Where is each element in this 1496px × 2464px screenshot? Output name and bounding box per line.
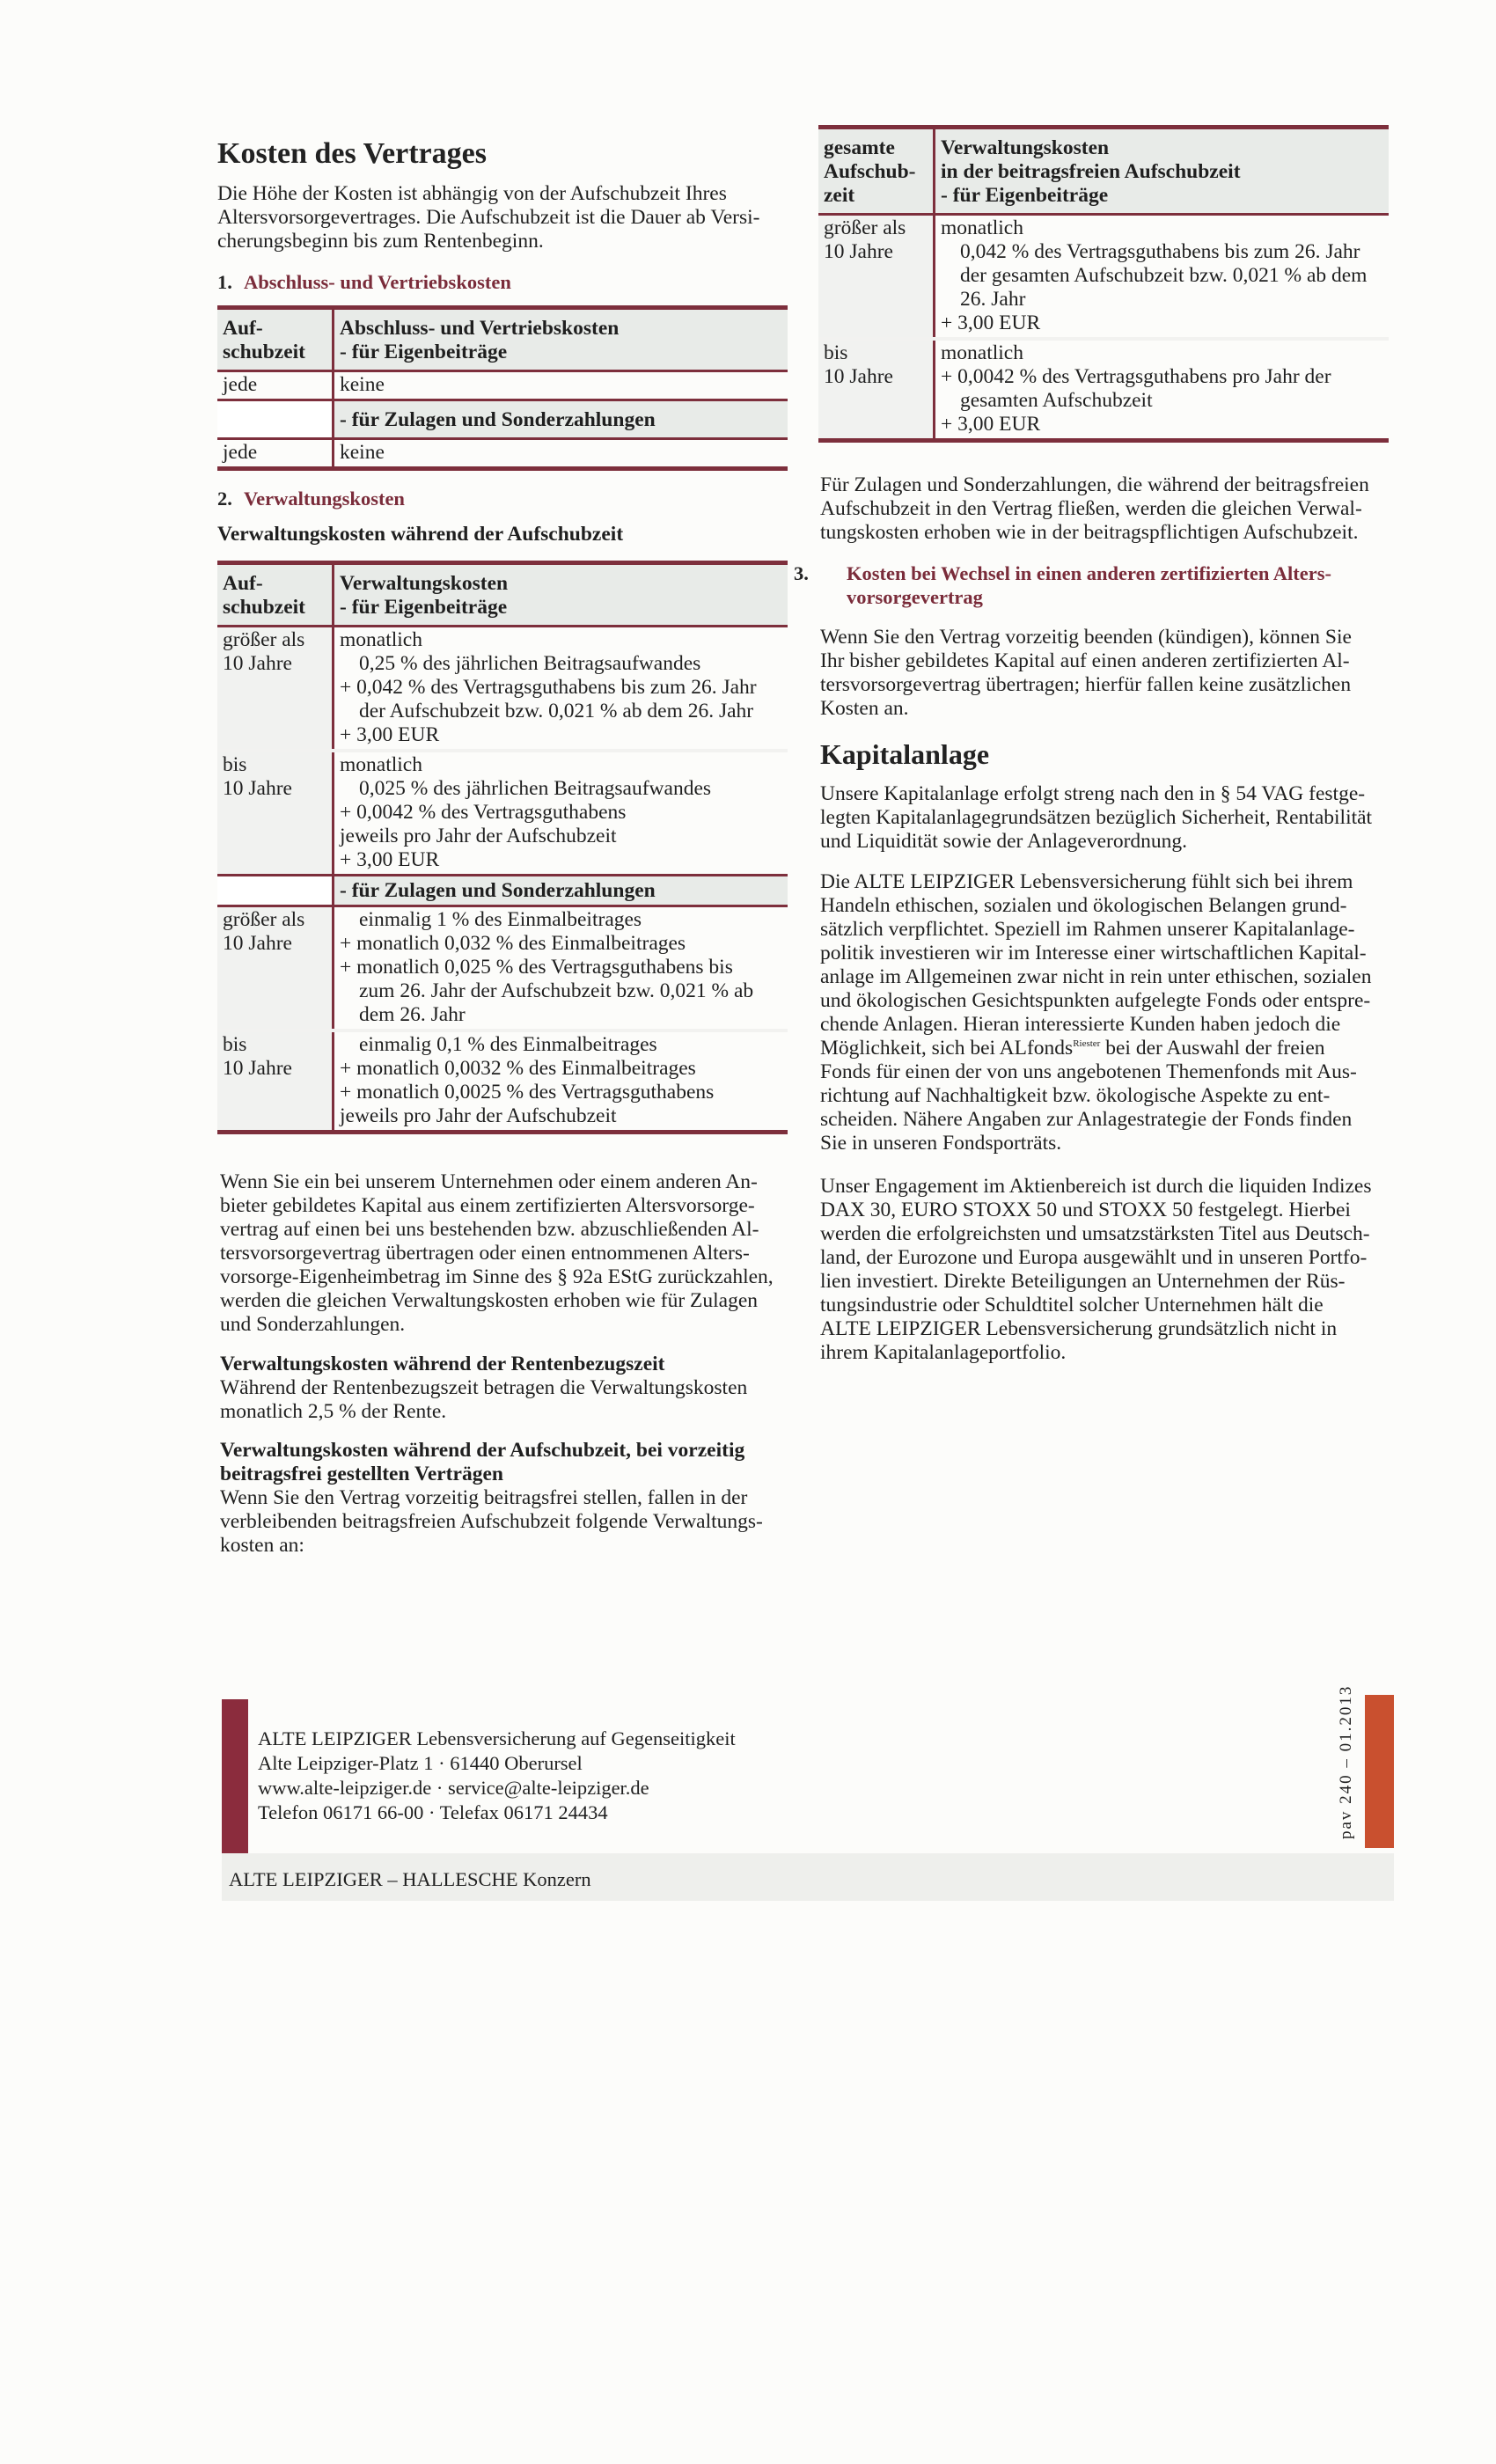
cost-line: monatlich: [941, 216, 1023, 239]
header-abschlusskosten: Abschluss- und Vertriebskosten - für Eigenbeiträge: [334, 308, 788, 371]
cell-aufschubzeit: größer als 10 Jahre: [217, 906, 334, 1031]
cell-kosten: [935, 215, 1390, 340]
cost-line: 0,025 % des jährlichen Beitragsaufwandes: [359, 777, 712, 800]
company-phone: Telefon 06171 66-00 · Telefax 06171 24434: [258, 1801, 608, 1823]
table-beitragsfrei-kosten: [818, 125, 1389, 443]
cell-kosten: [334, 906, 788, 1031]
cell-aufschubzeit: bis 10 Jahre: [818, 339, 935, 441]
cost-line: + 0,042 % des Vertragsguthabens bis zum 26. Jahr: [340, 676, 757, 699]
cost-line: + 3,00 EUR: [340, 723, 440, 746]
cost-line: + monatlich 0,025 % des Vertragsguthabens bis: [340, 956, 733, 979]
kapitalanlage-paragraph-3: Unser Engagement im Aktienbereich ist durch die liquiden Indizes DAX 30, EURO STOXX 50 und STOXX 50 festgelegt. Hierbei werden die erfolgreichsten und umsatzstärksten Titel aus Deutsch- land, der Eurozone und Europa ausgewählt und in unseren Portfo- lien investiert. Direkte Beteiligungen an Unternehmen der Rüs- tungsindustrie oder Schuldtitel solcher Unternehmen hält die ALTE LEIPZIGER Lebensversicherung grundsätzlich nicht in ihrem Kapitalanlageportfolio.: [820, 1175, 1372, 1364]
section-2-title: Verwaltungskosten: [244, 488, 405, 510]
kapitalanlage-paragraph-1: Unsere Kapitalanlage erfolgt streng nach den in § 54 VAG festge- legten Kapitalanlagegrundsätzen bezüglich Sicherheit, Rentabilität und Liquidität sowie der Anlageverordnung.: [820, 782, 1373, 853]
paragraph-text: bei der Auswahl der freien Fonds für einen der von uns angebotenen Themenfonds mit Aus- richtung auf Nachhaltigkeit bzw. ökologische Aspekte zu ent- scheiden. Nähere Angaben zur Anlagestrategie der Fonds finden Sie in unseren Fondsporträts.: [820, 1037, 1357, 1155]
section-3-heading: [794, 561, 1427, 609]
cell-kosten: [334, 1030, 788, 1133]
section-1-title: Abschluss- und Vertriebskosten: [244, 271, 511, 293]
section-1-number: 1.: [217, 271, 232, 293]
cost-line: + 3,00 EUR: [941, 413, 1041, 436]
cell-kosten: [935, 339, 1390, 441]
cell-aufschubzeit: größer als 10 Jahre: [217, 627, 334, 752]
cost-line: + 3,00 EUR: [340, 848, 440, 871]
company-name: ALTE LEIPZIGER Lebensversicherung auf Gegenseitigkeit: [258, 1727, 736, 1749]
company-address: Alte Leipziger-Platz 1 · 61440 Oberursel: [258, 1752, 583, 1774]
subheader-zulagen: - für Zulagen und Sonderzahlungen: [334, 876, 788, 906]
header-gesamte-aufschubzeit: gesamte Aufschub- zeit: [818, 128, 935, 215]
cost-line: jeweils pro Jahr der Aufschubzeit: [340, 825, 617, 847]
cell-kosten: [334, 627, 788, 752]
cost-line: jeweils pro Jahr der Aufschubzeit: [340, 1104, 617, 1127]
page-title: Kosten des Vertrages: [217, 137, 487, 170]
cost-line: einmalig 0,1 % des Einmalbeitrages: [359, 1033, 657, 1056]
table-abschluss-kosten: [217, 305, 788, 471]
beitragsfrei-heading: Verwaltungskosten während der Aufschubzeit, bei vorzeitig beitragsfrei gestellten Verträgen: [220, 1439, 745, 1485]
cell-aufschubzeit: bis 10 Jahre: [217, 751, 334, 876]
cost-line: dem 26. Jahr: [359, 1003, 466, 1026]
footer-accent-bar: [222, 1699, 248, 1853]
section-2-number: 2.: [217, 488, 232, 510]
footer-contact: [258, 1727, 736, 1825]
section-2-subheading: Verwaltungskosten während der Aufschubzeit: [217, 523, 624, 546]
cost-line: der Aufschubzeit bzw. 0,021 % ab dem 26. Jahr: [359, 700, 754, 722]
riester-superscript: Riester: [1073, 1038, 1101, 1050]
group-name: ALTE LEIPZIGER – HALLESCHE Konzern: [229, 1868, 591, 1890]
cost-line: gesamten Aufschubzeit: [960, 389, 1153, 412]
zulagen-paragraph: Für Zulagen und Sonderzahlungen, die während der beitragsfreien Aufschubzeit in den Vertrag fließen, werden die gleichen Verwal- tungskosten erhoben wie in der beitragspflichtigen Aufschubzeit.: [820, 473, 1369, 544]
cost-line: + monatlich 0,0032 % des Einmalbeitrages: [340, 1057, 696, 1080]
paragraph-text: Die ALTE LEIPZIGER Lebensversicherung fühlt sich bei ihrem Handeln ethischen, sozialen und ökologischen Belangen grund- sätzlich verpflichtet. Speziell im Rahmen unserer Kapitalanlage- politik investieren wir im Interesse einer wirtschaftlichen Kapital- anlage im Allgemeinen zwar nicht in rein unter ethischen, sozialen und ökologischen Gesichtspunkten aufgelegte Fonds oder entspre- chende Anlagen. Hieran interessierte Kunden haben jedoch die Möglichkeit, sich bei ALfonds: [820, 870, 1372, 1060]
table-verwaltungskosten: [217, 561, 788, 1134]
kapitalanlage-heading: Kapitalanlage: [820, 738, 990, 770]
cost-line: einmalig 1 % des Einmalbeitrages: [359, 908, 642, 931]
cell-aufschubzeit: größer als 10 Jahre: [818, 215, 935, 340]
cost-line: monatlich: [941, 341, 1023, 364]
cell-aufschubzeit: jede: [217, 371, 334, 400]
footer-orange-bar: [1365, 1695, 1394, 1848]
kapitalanlage-paragraph-2: [820, 870, 1401, 1155]
cost-line: zum 26. Jahr der Aufschubzeit bzw. 0,021 % ab: [359, 979, 754, 1002]
rentenbezug-heading: Verwaltungskosten während der Rentenbezugszeit: [220, 1353, 665, 1375]
wechsel-paragraph: Wenn Sie den Vertrag vorzeitig beenden (kündigen), können Sie Ihr bisher gebildetes Kapital auf einen anderen zertifizierten Al- tersvorsorgevertrag übertragen; hierfür fallen keine zusätzlichen Kosten an.: [820, 626, 1352, 720]
cell-aufschubzeit: bis 10 Jahre: [217, 1030, 334, 1133]
cost-line: + monatlich 0,032 % des Einmalbeitrages: [340, 932, 686, 955]
uebertragung-paragraph: Wenn Sie ein bei unserem Unternehmen oder einem anderen An- bieter gebildetes Kapital aus einem zertifizierten Altersvorsorge- vertrag auf einen bei uns bestehenden bzw. abzuschließenden Al- tersvorsorgevertrag übertragen oder einen entnommenen Alters- vorsorge-Eigenheimbetrag im Sinne des § 92a EStG zurückzahlen, werden die gleichen Verwaltungskosten erhoben wie für Zulagen und Sonderzahlungen.: [220, 1170, 774, 1336]
section-2-heading: [217, 487, 405, 510]
header-verwaltungskosten: Verwaltungskosten in der beitragsfreien Aufschubzeit - für Eigenbeiträge: [935, 128, 1390, 215]
cost-line: + 0,0042 % des Vertragsguthabens: [340, 801, 627, 824]
rentenbezug-text: Während der Rentenbezugszeit betragen die Verwaltungskosten monatlich 2,5 % der Rente.: [220, 1376, 748, 1423]
header-aufschubzeit: Auf- schubzeit: [217, 563, 334, 627]
cell-kosten: keine: [334, 439, 788, 469]
company-web-email[interactable]: www.alte-leipziger.de · service@alte-leipziger.de: [258, 1777, 649, 1799]
cost-line: monatlich: [340, 628, 422, 651]
cost-line: + 0,0042 % des Vertragsguthabens pro Jahr der: [941, 365, 1331, 388]
cost-line: 0,25 % des jährlichen Beitragsaufwandes: [359, 652, 701, 675]
cost-line: 0,042 % des Vertragsguthabens bis zum 26. Jahr: [960, 240, 1360, 263]
intro-paragraph: Die Höhe der Kosten ist abhängig von der Aufschubzeit Ihres Altersvorsorgevertrages. Die Aufschubzeit ist die Dauer ab Versi- cherungsbeginn bis zum Rentenbeginn.: [217, 182, 760, 253]
cost-line: monatlich: [340, 753, 422, 776]
cell-aufschubzeit: jede: [217, 439, 334, 469]
section-1-heading: [217, 270, 511, 294]
cost-line: der gesamten Aufschubzeit bzw. 0,021 % ab dem: [960, 264, 1368, 287]
cost-line: + monatlich 0,0025 % des Vertragsguthabens: [340, 1081, 715, 1104]
header-aufschubzeit: Auf- schubzeit: [217, 308, 334, 371]
beitragsfrei-text: Wenn Sie den Vertrag vorzeitig beitragsfrei stellen, fallen in der verbleibenden beitragsfreien Aufschubzeit folgende Verwaltungs- kosten an:: [220, 1486, 763, 1557]
cell-kosten: [334, 751, 788, 876]
section-3-number: 3.: [794, 562, 809, 584]
cost-line: 26. Jahr: [960, 288, 1026, 311]
header-verwaltungskosten: Verwaltungskosten - für Eigenbeiträge: [334, 563, 788, 627]
subheader-zulagen: - für Zulagen und Sonderzahlungen: [334, 400, 788, 439]
cost-line: + 3,00 EUR: [941, 312, 1041, 334]
cell-kosten: keine: [334, 371, 788, 400]
form-code: pav 240 – 01.2013: [1337, 1684, 1355, 1839]
section-3-title: Kosten bei Wechsel in einen anderen zertifizierten Alters- vorsorgevertrag: [847, 562, 1331, 608]
